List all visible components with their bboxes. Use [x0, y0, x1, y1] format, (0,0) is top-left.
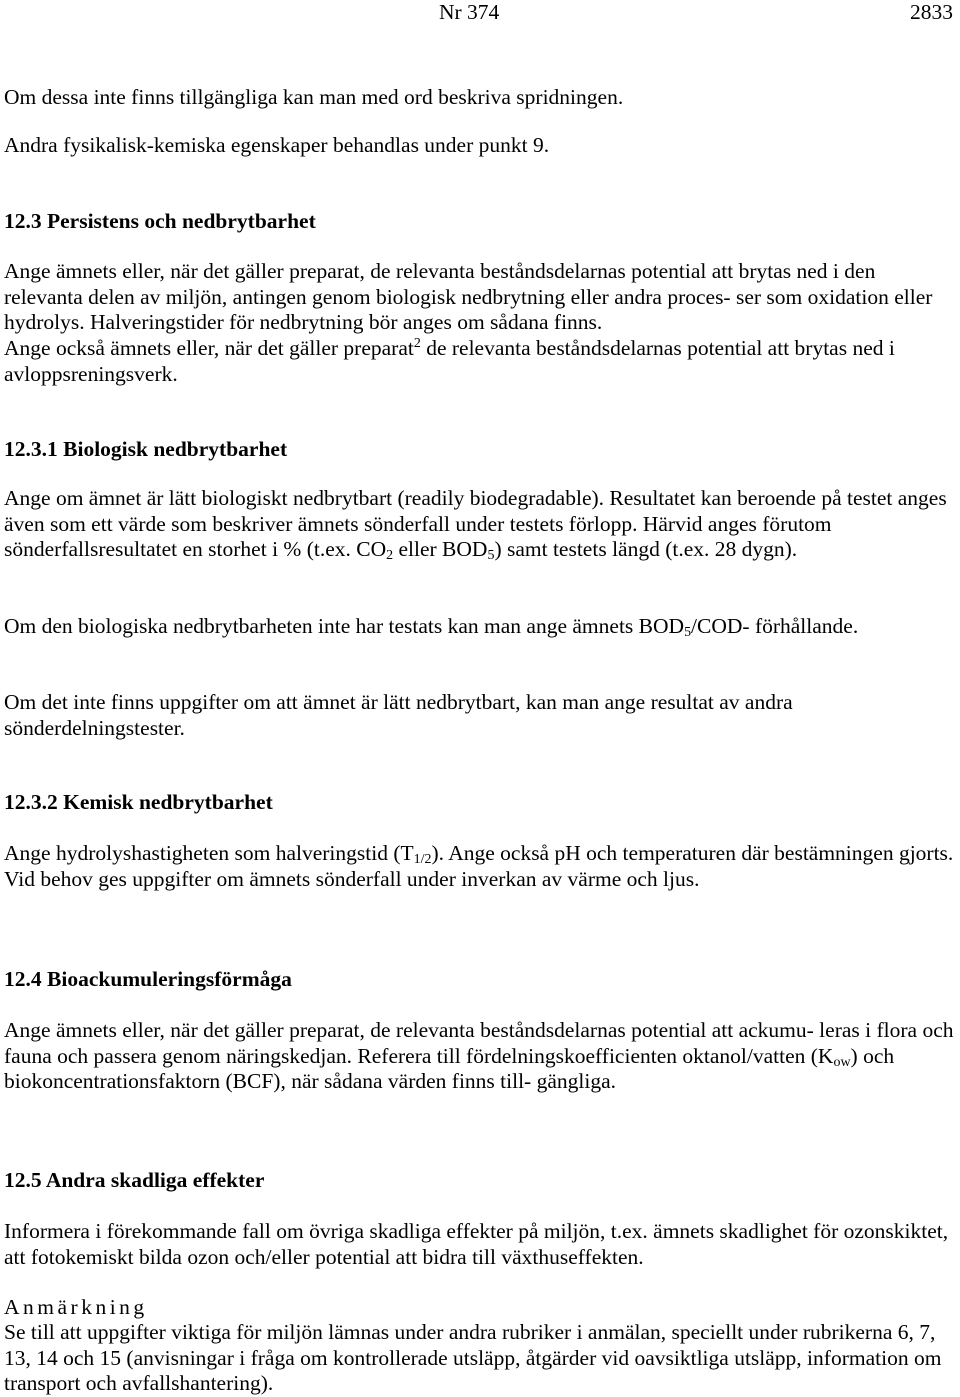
page-number: 2833: [910, 0, 953, 24]
section-12-5-heading: 12.5 Andra skadliga effekter: [4, 1168, 265, 1192]
intro-paragraph-2: Andra fysikalisk-kemiska egenskaper behandlas under punkt 9.: [4, 133, 550, 157]
section-12-3-paragraph-1: Ange ämnets eller, när det gäller preparat, de relevanta beståndsdelarnas potential att brytas ned i den relevanta delen av miljön, antingen genom biologisk nedbrytning eller andra proces- ser som oxidation eller hydrolys. Halveringstider för nedbrytning bör anges om sådana finns.: [4, 259, 933, 334]
note-text: Se till att uppgifter viktiga för miljön lämnas under andra rubriker i anmälan, speciellt under rubrikerna 6, 7, 13, 14 och 15 (anvisningar i fråga om kontrollerade utsläpp, åtgärder vid oavsiktliga utsläpp, information om transport och avfallshantering).: [4, 1320, 942, 1395]
section-12-4-paragraph-1: Ange ämnets eller, när det gäller preparat, de relevanta beståndsdelarnas potential att ackumu- leras i flora och fauna och passera genom näringskedjan. Referera till fördelningskoefficienten oktanol/vatten $(K_{ow})$ och biokoncentrationsfaktorn (BCF), när sådana värden finns till- gängliga.: [4, 1018, 954, 1093]
section-12-3-heading: 12.3 Persistens och nedbrytbarhet: [4, 209, 316, 233]
section-12-3-2-heading: 12.3.2 Kemisk nedbrytbarhet: [4, 790, 273, 814]
footnote-ref: 2: [413, 336, 421, 351]
issue-number: Nr 374: [439, 0, 500, 24]
section-12-3-1-paragraph-2: Om den biologiska nedbrytbarheten inte har testats kan man ange ämnets $BOD_5/COD-$ förhållande.: [4, 614, 859, 640]
section-12-3-1-heading: 12.3.1 Biologisk nedbrytbarhet: [4, 437, 288, 461]
section-12-4-heading: 12.4 Bioackumuleringsförmåga: [4, 967, 292, 991]
page-header: [0, 0, 960, 30]
section-12-3-paragraph-2: Ange också ämnets eller, när det gäller preparat$^2$ de relevanta beståndsdelarnas potential att brytas ned i avloppsreningsverk.: [4, 336, 895, 386]
note-label: Anmärkning: [4, 1295, 148, 1319]
intro-paragraph-1: Om dessa inte finns tillgängliga kan man med ord beskriva spridningen.: [4, 85, 624, 109]
section-12-3-2-paragraph-1: Ange hydrolyshastigheten som halveringstid $(T_{1/2})$. Ange också pH och temperaturen där bestämningen gjorts. Vid behov ges uppgifter om ämnets sönderfall under inverkan av värme och ljus.: [4, 841, 954, 891]
section-12-5-paragraph-1: Informera i förekommande fall om övriga skadliga effekter på miljön, t.ex. ämnets skadlighet för ozonskiktet, att fotokemiskt bilda ozon och/eller potential att bidra till växthuseffekten.: [4, 1219, 949, 1269]
section-12-3-1-paragraph-1: Ange om ämnet är lätt biologiskt nedbrytbart (readily biodegradable). Resultatet kan beroende på testet anges även som ett värde som beskriver ämnets sönderfall under testets förlopp. Härvid anges förutom sönderfallsresultatet en storhet i % (t.ex. $CO_2$ eller $BOD_5$) samt testets längd (t.ex. 28 dygn).: [4, 486, 947, 563]
section-12-3-1-paragraph-3: Om det inte finns uppgifter om att ämnet är lätt nedbrytbart, kan man ange resultat av andra sönderdelningstester.: [4, 690, 793, 740]
